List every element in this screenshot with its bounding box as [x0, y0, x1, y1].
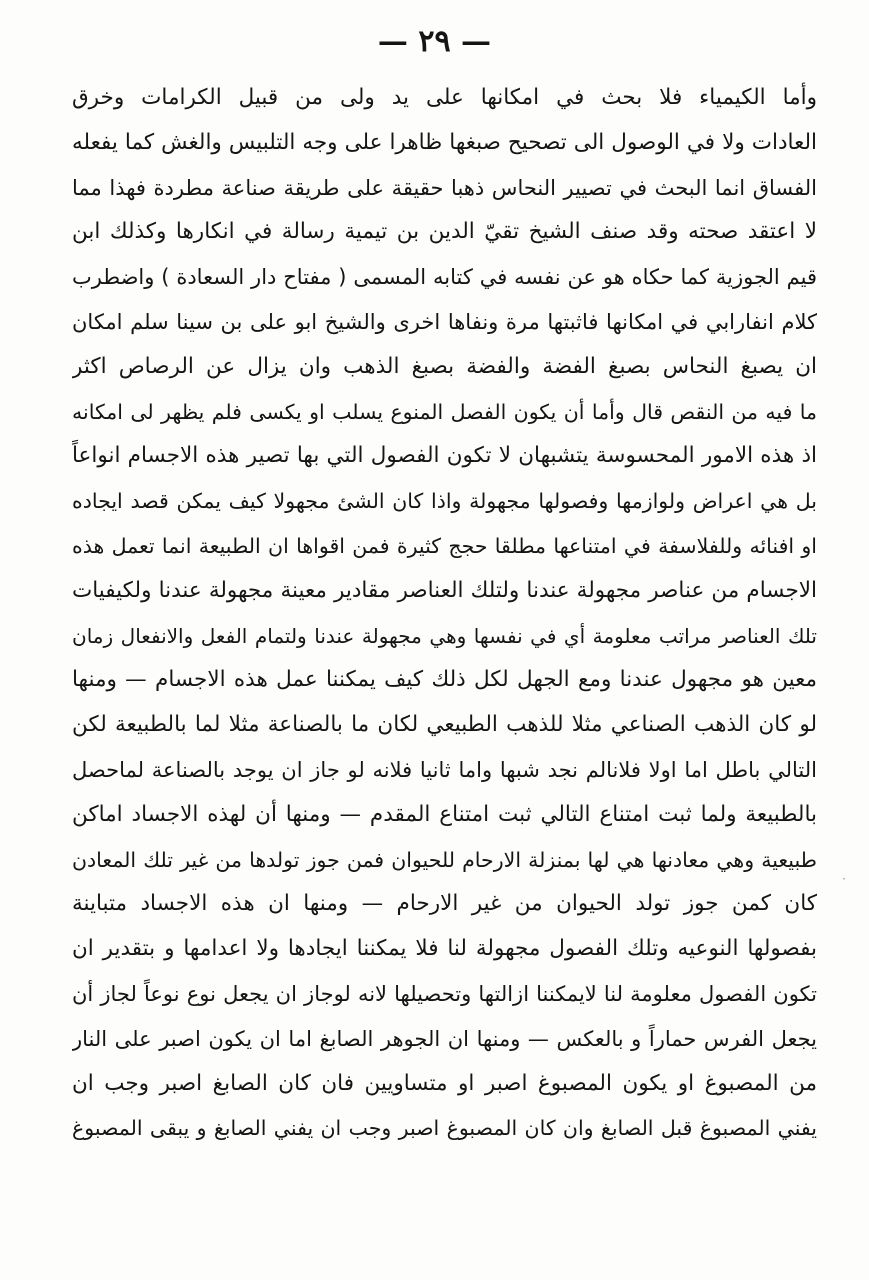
text-line: تكون الفصول معلومة لنا لايمكننا ازالتها وتحصيلها لانه لوجاز ان يجعل نوع نوعاً لجاز أن — [72, 981, 817, 1006]
text-line: يجعل الفرس حماراً و بالعكس — ومنها ان الجوهر الصابغ اما ان يكون اصبر على النار — [72, 1026, 817, 1051]
text-line: بفصولها النوعيه وتلك الفصول مجهولة لنا فلا يمكننا ايجادها ولا اعدامها و بتقدير ان — [72, 936, 817, 962]
text-line: تلك العناصر مراتب معلومة أي في نفسها وهي مجهولة عندنا ولتمام الفعل والانفعال زمان — [72, 623, 817, 648]
text-line: بل هي اعراض ولوازمها وفصولها مجهولة واذا كان الشئ مجهولا كيف يمكن قصد ايجاده — [72, 489, 817, 514]
text-line: وأما الكيمياء فلا بحث في امكانها على يد ولى من قبيل الكرامات وخرق — [72, 85, 817, 110]
text-line: طبيعية وهي معادنها هي لها بمنزلة الارحام للحيوان فمن جوز تولدها من غير تلك المعادن — [72, 847, 817, 872]
text-line: اذ هذه الامور المحسوسة يتشبهان لا تكون الفصول التي بها تصير هذه الاجسام انواعاً — [72, 443, 817, 469]
text-line: لو كان الذهب الصناعي مثلا للذهب الطبيعي لكان ما بالصناعة مثلا لما بالطبيعة لكن — [72, 712, 817, 738]
text-line: الاجسام من عناصر مجهولة عندنا ولتلك العناصر مقادير معينة مجهولة عندنا ولكيفيات — [72, 577, 817, 603]
text-line: الفساق انما البحث في تصيير النحاس ذهبا حقيقة على طريقة صناعة مطردة فهذا مما — [72, 175, 817, 200]
text-line: ما فيه من النقص قال وأما أن يكون الفصل المنوع يسلب او يكسى فلم يظهر لى امكانه — [72, 399, 817, 424]
text-line: او افنائه وللفلاسفة في امتناعها مطلقا حجج كثيرة فمن اقواها ان الطبيعة انما تعمل هذه — [72, 533, 817, 558]
text-line: من المصبوغ او يكون المصبوغ اصبر او متساويين فان كان الصابغ اصبر وجب ان — [72, 1070, 817, 1096]
text-line: العادات ولا في الوصول الى تصحيح صبغها ظاهرا على وجه التلبيس والغش كما يفعله — [72, 129, 817, 155]
margin-dot: · — [842, 872, 846, 886]
text-line: التالي باطل اما اولا فلانالم نجد شبها واما ثانيا فلانه لو جاز ان يوجد بالصناعة لماحصل — [72, 757, 817, 782]
text-line: معين هو مجهول عندنا ومع الجهل لكل ذلك كيف يمكننا عمل هذه الاجسام — ومنها — [72, 667, 817, 693]
text-line: بالطبيعة ولما ثبت امتناع التالي ثبت امتناع المقدم — ومنها أن لهذه الاجساد اماكن — [72, 801, 817, 827]
page-number: — ٢٩ — — [377, 24, 492, 59]
text-line: كان كمن جوز تولد الحيوان من غير الارحام — ومنها ان هذه الاجساد متباينة — [72, 891, 817, 917]
text-line: ان يصبغ النحاس بصبغ الفضة والفضة بصبغ الذهب وان يزال عن الرصاص اكثر — [72, 353, 817, 379]
text-line: لا اعتقد صحته وقد صنف الشيخ تقيّ الدين بن تيمية رسالة في انكارها وكذلك ابن — [72, 219, 817, 245]
text-line: يفني المصبوغ قبل الصابغ وان كان المصبوغ اصبر وجب ان يفني الصابغ و يبقى المصبوغ — [72, 1116, 817, 1141]
text-line: قيم الجوزية كما حكاه هو عن نفسه في كتابه المسمى ( مفتاح دار السعادة ) واضطرب — [72, 265, 817, 290]
text-line: كلام انفارابي في امكانها فاثبتها مرة ونفاها اخرى والشيخ ابو على بن سينا سلم امكان — [72, 309, 817, 334]
body-text — [72, 76, 817, 1151]
